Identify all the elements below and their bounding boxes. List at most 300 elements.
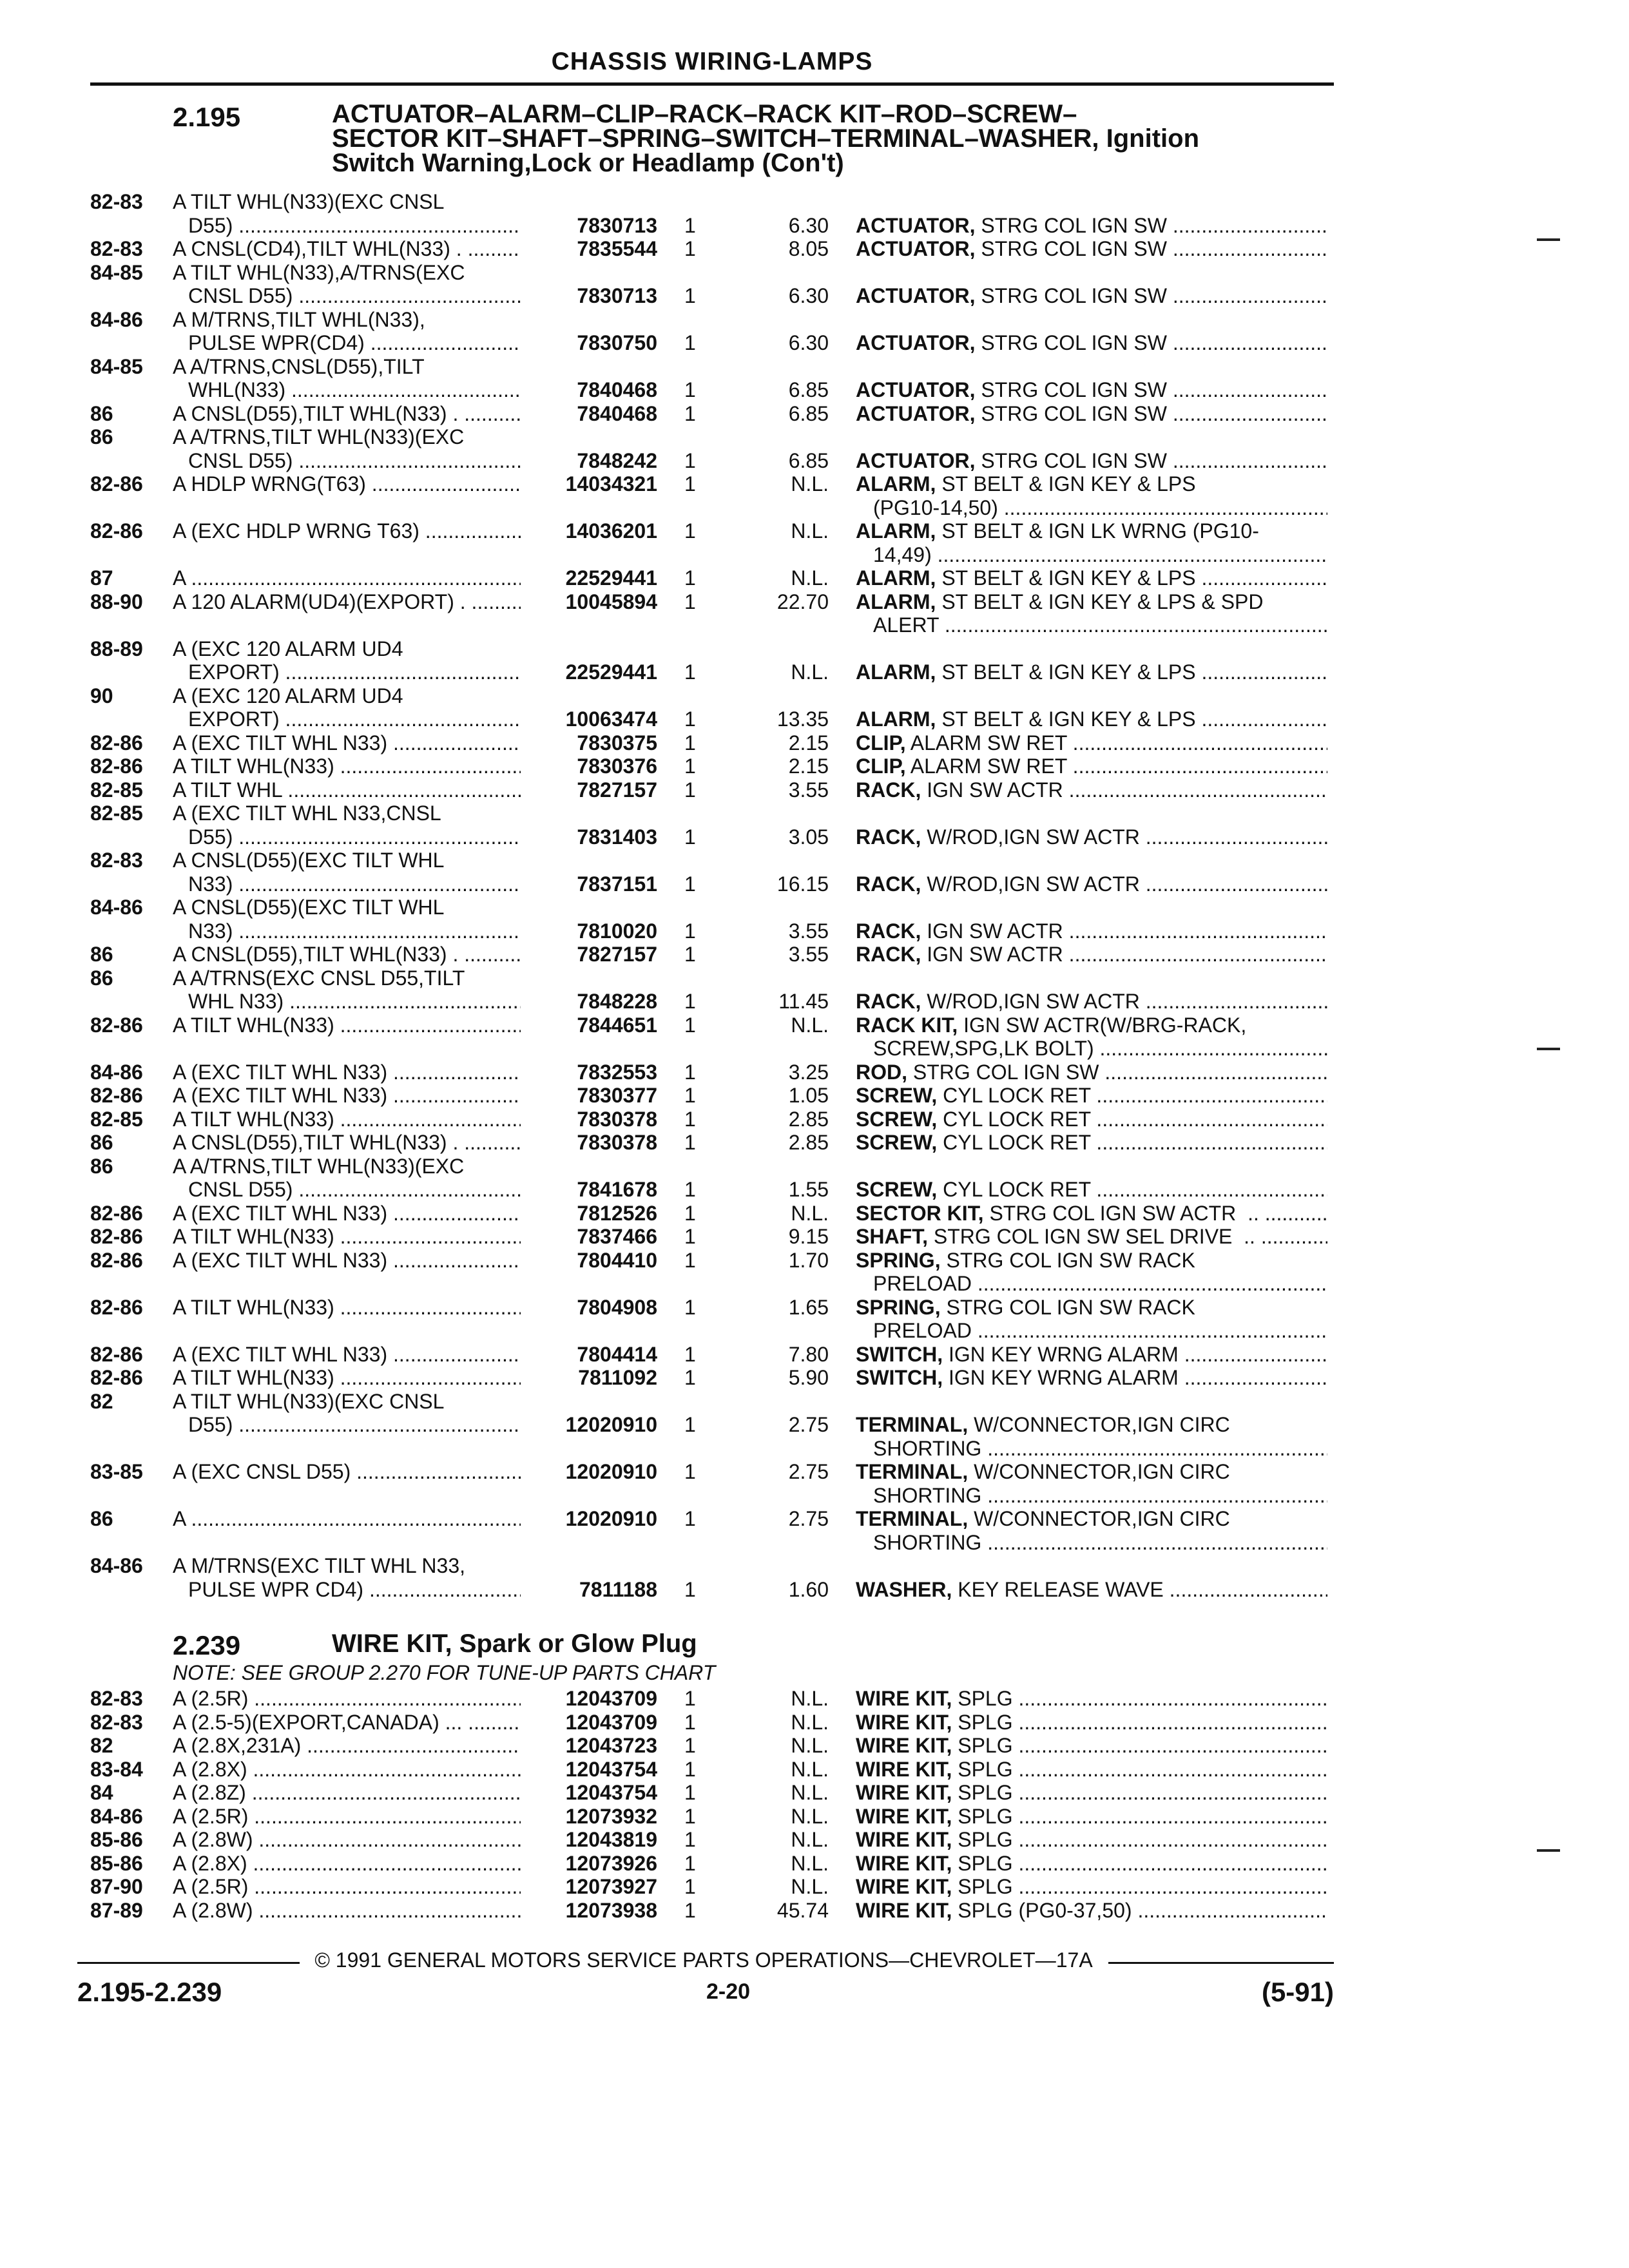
part-name <box>856 990 1327 1014</box>
section-title-line-3: Switch Warning,Lock or Headlamp (Con't) <box>332 149 844 177</box>
quantity: 1 <box>684 1295 696 1319</box>
part-name-continued: SHORTING ..... <box>873 1484 1327 1508</box>
part-number: 12020910 <box>565 1413 657 1436</box>
price: N.L. <box>791 1710 829 1734</box>
part-name-detail: ST BELT & IGN LK WRNG (PG10- <box>941 519 1259 543</box>
table-row <box>0 566 1629 590</box>
table-row <box>0 731 1629 755</box>
table-row-continued <box>0 1413 1629 1437</box>
part-name-detail: ST BELT & IGN KEY & LPS & SPD <box>941 590 1264 613</box>
application-description: A (EXC TILT WHL N33) ..... <box>173 1061 521 1084</box>
part-name-detail: ALARM SW RET <box>910 754 1067 778</box>
application-description: A TILT WHL(N33)(EXC CNSL <box>173 1389 445 1413</box>
table-row-continued <box>0 707 1629 731</box>
part-name-continued: ALERT ..... <box>873 613 1327 637</box>
part-name-detail: W/CONNECTOR,IGN CIRC <box>974 1460 1230 1483</box>
part-number: 7804414 <box>577 1342 657 1366</box>
model-year: 87 <box>90 566 113 590</box>
part-name-detail: CYL LOCK RET <box>943 1107 1091 1131</box>
model-year: 82-85 <box>90 778 143 802</box>
table-row-continued <box>0 825 1629 849</box>
application-description: A TILT WHL(N33) ..... <box>173 1366 521 1390</box>
table-row <box>0 1734 1629 1758</box>
quantity: 1 <box>684 1201 696 1225</box>
part-name <box>856 1734 1327 1758</box>
table-row <box>0 1554 1629 1578</box>
table-row <box>0 1828 1629 1852</box>
part-number: 7804908 <box>577 1295 657 1319</box>
model-year: 86 <box>90 1507 113 1530</box>
section-title-2 <box>332 1631 697 1656</box>
table-row <box>0 1131 1629 1155</box>
model-year: 86 <box>90 966 113 990</box>
part-number: 7841678 <box>577 1178 657 1201</box>
price: N.L. <box>791 1828 829 1851</box>
quantity: 1 <box>684 1460 696 1483</box>
part-number: 7837151 <box>577 872 657 896</box>
application-description-continued: PULSE WPR(CD4) ..... <box>188 331 521 355</box>
model-year: 82-85 <box>90 802 143 825</box>
part-name <box>856 825 1327 849</box>
part-name <box>856 872 1327 896</box>
application-description: A (EXC TILT WHL N33) ..... <box>173 731 521 755</box>
model-year: 88-89 <box>90 637 143 660</box>
part-name-continued: SCREW,SPG,LK BOLT) ..... <box>873 1037 1327 1061</box>
part-name <box>856 754 1327 778</box>
table-row <box>0 1875 1629 1899</box>
application-description: A (2.8X) ..... <box>173 1758 521 1782</box>
part-name-noun: WASHER, <box>856 1577 952 1601</box>
application-description: A ..... <box>173 566 521 590</box>
part-number: 12073926 <box>565 1851 657 1875</box>
part-name <box>856 1202 1327 1225</box>
quantity: 1 <box>684 1178 696 1201</box>
part-number: 7830378 <box>577 1107 657 1131</box>
table-row <box>0 1507 1629 1531</box>
price: N.L. <box>791 1013 829 1037</box>
application-description: A (2.5R) ..... <box>173 1875 521 1899</box>
part-name <box>856 1507 1327 1531</box>
application-description: A A/TRNS(EXC CNSL D55,TILT <box>173 966 465 990</box>
application-description: A TILT WHL(N33) ..... <box>173 754 521 778</box>
application-description: A M/TRNS,TILT WHL(N33), <box>173 307 425 331</box>
part-name-noun: SHAFT, <box>856 1225 928 1248</box>
table-row-continued <box>0 1578 1629 1602</box>
part-name-detail: IGN SW ACTR(W/BRG-RACK, <box>963 1013 1247 1037</box>
table-row <box>0 1460 1629 1484</box>
footer-revision-date: (5-91) <box>1261 1977 1334 2007</box>
part-name-noun: ALARM, <box>856 566 936 590</box>
price: 6.30 <box>788 213 829 237</box>
part-name <box>856 919 1327 943</box>
model-year: 82 <box>90 1734 113 1757</box>
table-row <box>0 1805 1629 1829</box>
part-name <box>856 707 1327 731</box>
section-title-2-parts: WIRE KIT, <box>332 1629 452 1658</box>
part-name <box>856 590 1327 614</box>
quantity: 1 <box>684 1898 696 1922</box>
part-name <box>856 1875 1327 1899</box>
part-name-noun: SECTOR KIT, <box>856 1201 984 1225</box>
part-number: 7840468 <box>577 401 657 425</box>
part-name-detail: STRG COL IGN SW <box>912 1060 1099 1084</box>
application-description-continued: CNSL D55) ..... <box>188 449 521 473</box>
part-name-detail: CYL LOCK RET <box>943 1178 1091 1201</box>
table-row-name-continued <box>0 1484 1629 1508</box>
application-description: A A/TRNS,TILT WHL(N33)(EXC <box>173 425 465 448</box>
table-row-name-continued <box>0 543 1629 567</box>
part-name-noun: SWITCH, <box>856 1342 943 1366</box>
price: 22.70 <box>776 590 829 613</box>
application-description: A (2.5R) ..... <box>173 1687 521 1711</box>
quantity: 1 <box>684 284 696 307</box>
table-row <box>0 261 1629 285</box>
application-description-continued: D55) ..... <box>188 825 521 849</box>
price: N.L. <box>791 1201 829 1225</box>
part-name <box>856 1296 1327 1320</box>
application-description: A (2.5R) ..... <box>173 1805 521 1829</box>
part-number: 7848228 <box>577 990 657 1013</box>
part-number: 12043723 <box>565 1734 657 1757</box>
part-name-detail: ALARM SW RET <box>910 731 1067 754</box>
part-name <box>856 1852 1327 1876</box>
application-description: A CNSL(D55)(EXC TILT WHL <box>173 896 445 919</box>
part-name-noun: SPRING, <box>856 1295 941 1319</box>
part-number: 12073927 <box>565 1875 657 1898</box>
quantity: 1 <box>684 378 696 401</box>
table-row-name-continued <box>0 1037 1629 1061</box>
quantity: 1 <box>684 519 696 543</box>
part-name-noun: RACK, <box>856 943 921 966</box>
table-row-name-continued <box>0 613 1629 637</box>
part-number: 12020910 <box>565 1507 657 1530</box>
price: 1.05 <box>788 1084 829 1107</box>
quantity: 1 <box>684 1757 696 1781</box>
price: 6.85 <box>788 448 829 472</box>
part-name-detail: STRG COL IGN SW <box>981 331 1167 354</box>
table-row <box>0 1781 1629 1805</box>
part-number: 7830378 <box>577 1131 657 1154</box>
part-name-noun: RACK, <box>856 872 921 896</box>
footer-rule-right <box>1108 1962 1334 1964</box>
price: 45.74 <box>776 1898 829 1922</box>
footer-rule-left <box>77 1962 300 1964</box>
part-name <box>856 1249 1327 1273</box>
quantity: 1 <box>684 1248 696 1272</box>
table-row <box>0 1061 1629 1084</box>
table-row <box>0 355 1629 379</box>
quantity: 1 <box>684 566 696 590</box>
price: N.L. <box>791 1804 829 1828</box>
table-row-continued <box>0 284 1629 308</box>
price: 9.15 <box>788 1225 829 1248</box>
section-number-2: 2.239 <box>173 1630 241 1660</box>
margin-mark <box>1537 1048 1560 1050</box>
table-row <box>0 896 1629 919</box>
part-name-noun: SPRING, <box>856 1248 941 1272</box>
part-number: 10045894 <box>565 590 657 613</box>
model-year: 85-86 <box>90 1828 143 1851</box>
model-year: 82-85 <box>90 1107 143 1131</box>
table-row-name-continued <box>0 496 1629 520</box>
footer-page-number: 2-20 <box>706 1979 751 2004</box>
part-name <box>856 331 1327 355</box>
table-row <box>0 1155 1629 1178</box>
part-name-noun: ROD, <box>856 1060 907 1084</box>
part-name <box>856 566 1327 590</box>
application-description: A (EXC CNSL D55) ..... <box>173 1460 521 1484</box>
model-year: 84-86 <box>90 1804 143 1828</box>
quantity: 1 <box>684 1225 696 1248</box>
price: 6.85 <box>788 401 829 425</box>
part-name <box>856 1758 1327 1782</box>
application-description-continued: EXPORT) ..... <box>188 707 521 731</box>
part-name-detail: W/CONNECTOR,IGN CIRC <box>974 1413 1230 1436</box>
application-description: A (EXC TILT WHL N33) ..... <box>173 1249 521 1273</box>
part-number: 14034321 <box>565 472 657 495</box>
part-number: 12043709 <box>565 1687 657 1710</box>
quantity: 1 <box>684 1060 696 1084</box>
table-row-continued <box>0 872 1629 896</box>
price: 2.75 <box>788 1413 829 1436</box>
part-name-continued: PRELOAD ..... <box>873 1319 1327 1343</box>
part-name <box>856 1108 1327 1131</box>
model-year: 84-85 <box>90 260 143 284</box>
table-row-continued <box>0 990 1629 1014</box>
part-name-noun: TERMINAL, <box>856 1413 969 1436</box>
application-description: A (EXC TILT WHL N33) ..... <box>173 1202 521 1225</box>
table-row <box>0 802 1629 825</box>
application-description: A TILT WHL(N33) ..... <box>173 1014 521 1037</box>
part-number: 7844651 <box>577 1013 657 1037</box>
price: 2.15 <box>788 754 829 778</box>
price: N.L. <box>791 1851 829 1875</box>
part-name-noun: WIRE KIT, <box>856 1757 952 1781</box>
part-name-detail: W/ROD,IGN SW ACTR <box>927 872 1140 896</box>
part-number: 7827157 <box>577 943 657 966</box>
part-number: 12043754 <box>565 1781 657 1804</box>
application-description: A (EXC TILT WHL N33,CNSL <box>173 802 441 825</box>
model-year: 82-83 <box>90 849 143 872</box>
part-name <box>856 1899 1327 1923</box>
part-name-noun: ALARM, <box>856 707 936 731</box>
part-name <box>856 284 1327 308</box>
part-number: 12043754 <box>565 1757 657 1781</box>
model-year: 82-86 <box>90 1201 143 1225</box>
part-name <box>856 378 1327 402</box>
part-name <box>856 1413 1327 1437</box>
quantity: 1 <box>684 1084 696 1107</box>
part-name-noun: TERMINAL, <box>856 1460 969 1483</box>
price: 1.65 <box>788 1295 829 1319</box>
model-year: 86 <box>90 425 113 448</box>
part-name-detail: STRG COL IGN SW RACK <box>946 1295 1195 1319</box>
table-row <box>0 190 1629 214</box>
part-name <box>856 1343 1327 1367</box>
model-year: 82-86 <box>90 472 143 495</box>
part-number: 7840468 <box>577 378 657 401</box>
price: 3.55 <box>788 919 829 943</box>
application-description-continued: N33) ..... <box>188 919 521 943</box>
part-name-detail: STRG COL IGN SW <box>981 448 1167 472</box>
quantity: 1 <box>684 778 696 802</box>
part-number: 7848242 <box>577 448 657 472</box>
table-row <box>0 684 1629 708</box>
part-name-detail: STRG COL IGN SW <box>981 237 1167 260</box>
model-year: 87-90 <box>90 1875 143 1898</box>
part-name-detail: SPLG <box>958 1804 1013 1828</box>
quantity: 1 <box>684 1342 696 1366</box>
part-name-noun: WIRE KIT, <box>856 1687 952 1710</box>
part-name <box>856 449 1327 473</box>
application-description: A (EXC 120 ALARM UD4 <box>173 637 403 660</box>
quantity: 1 <box>684 590 696 613</box>
table-row <box>0 1084 1629 1108</box>
application-description: A TILT WHL ..... <box>173 778 521 802</box>
model-year: 82-86 <box>90 1013 143 1037</box>
table-row <box>0 1343 1629 1367</box>
part-name-detail: IGN KEY WRNG ALARM <box>948 1366 1179 1389</box>
part-name-noun: RACK, <box>856 990 921 1013</box>
model-year: 86 <box>90 401 113 425</box>
section-title-line-1: ACTUATOR–ALARM–CLIP–RACK–RACK KIT–ROD–SCREW– <box>332 100 1077 128</box>
price: 3.55 <box>788 943 829 966</box>
part-number: 7830713 <box>577 284 657 307</box>
part-number: 7830376 <box>577 754 657 778</box>
part-name-detail: ST BELT & IGN KEY & LPS <box>941 566 1196 590</box>
part-name-detail: SPLG (PG0-37,50) <box>958 1898 1132 1922</box>
price: 2.85 <box>788 1131 829 1154</box>
part-name-detail: ST BELT & IGN KEY & LPS <box>941 472 1196 495</box>
application-description-continued: WHL N33) ..... <box>188 990 521 1014</box>
part-name-detail: STRG COL IGN SW ACTR .. <box>989 1201 1259 1225</box>
application-description: A (2.8W) ..... <box>173 1828 521 1852</box>
margin-mark <box>1537 1849 1560 1852</box>
part-number: 7812526 <box>577 1201 657 1225</box>
application-description: A ..... <box>173 1507 521 1531</box>
price: 3.25 <box>788 1060 829 1084</box>
part-name-noun: ACTUATOR, <box>856 378 976 401</box>
table-row <box>0 519 1629 543</box>
part-name <box>856 402 1327 426</box>
price: N.L. <box>791 472 829 495</box>
part-name-detail: STRG COL IGN SW RACK <box>946 1248 1195 1272</box>
part-name <box>856 237 1327 261</box>
part-name <box>856 660 1327 684</box>
model-year: 83-84 <box>90 1757 143 1781</box>
model-year: 82-86 <box>90 1366 143 1389</box>
price: 1.60 <box>788 1577 829 1601</box>
application-description: A CNSL(D55),TILT WHL(N33) . ..... <box>173 1131 521 1155</box>
part-name <box>856 1061 1327 1084</box>
part-number: 7811092 <box>578 1366 657 1389</box>
part-name <box>856 1225 1327 1249</box>
quantity: 1 <box>684 1131 696 1154</box>
application-description: A 120 ALARM(UD4)(EXPORT) . ..... <box>173 590 521 614</box>
model-year: 87-89 <box>90 1898 143 1922</box>
model-year: 84-86 <box>90 1060 143 1084</box>
part-name <box>856 1687 1327 1711</box>
part-number: 7830375 <box>577 731 657 754</box>
part-name <box>856 1460 1327 1484</box>
model-year: 84-86 <box>90 1554 143 1577</box>
part-number: 7810020 <box>577 919 657 943</box>
model-year: 86 <box>90 1154 113 1178</box>
table-row <box>0 1390 1629 1414</box>
part-name-noun: RACK KIT, <box>856 1013 958 1037</box>
part-name-detail: W/ROD,IGN SW ACTR <box>927 990 1140 1013</box>
table-row-continued <box>0 214 1629 238</box>
quantity: 1 <box>684 1577 696 1601</box>
application-description: A (EXC TILT WHL N33) ..... <box>173 1343 521 1367</box>
application-description: A TILT WHL(N33) ..... <box>173 1108 521 1131</box>
model-year: 84-86 <box>90 307 143 331</box>
price: 5.90 <box>788 1366 829 1389</box>
part-name-noun: ALARM, <box>856 519 936 543</box>
application-description-continued: PULSE WPR CD4) ..... <box>188 1578 521 1602</box>
application-description-continued: WHL(N33) ..... <box>188 378 521 402</box>
part-name-noun: WIRE KIT, <box>856 1898 952 1922</box>
application-description: A (2.8Z) ..... <box>173 1781 521 1805</box>
table-row <box>0 849 1629 872</box>
part-number: 22529441 <box>565 660 657 684</box>
section-title-line-2 <box>332 126 1199 151</box>
application-description: A CNSL(D55),TILT WHL(N33) . ..... <box>173 402 521 426</box>
application-description: A (EXC HDLP WRNG T63) ..... <box>173 519 521 543</box>
table-row <box>0 943 1629 966</box>
part-name-continued: (PG10-14,50) ..... <box>873 496 1327 520</box>
price: 6.30 <box>788 331 829 354</box>
part-name-detail: SPLG <box>958 1828 1013 1851</box>
model-year: 82-86 <box>90 1342 143 1366</box>
part-name-noun: WIRE KIT, <box>856 1734 952 1757</box>
part-name-detail: KEY RELEASE WAVE <box>958 1577 1164 1601</box>
quantity: 1 <box>684 731 696 754</box>
table-row-continued <box>0 1178 1629 1202</box>
table-row <box>0 1249 1629 1273</box>
table-row <box>0 754 1629 778</box>
part-name-detail: SPLG <box>958 1781 1013 1804</box>
part-name-continued: SHORTING ..... <box>873 1531 1327 1555</box>
part-name-detail: IGN SW ACTR <box>927 919 1063 943</box>
model-year: 82-86 <box>90 731 143 754</box>
part-name-noun: RACK, <box>856 919 921 943</box>
price: N.L. <box>791 1875 829 1898</box>
price: N.L. <box>791 566 829 590</box>
application-description: A (2.8X,231A) ..... <box>173 1734 521 1758</box>
quantity: 1 <box>684 754 696 778</box>
model-year: 84-85 <box>90 354 143 378</box>
table-row <box>0 237 1629 261</box>
part-name-noun: SCREW, <box>856 1178 938 1201</box>
model-year: 84-86 <box>90 896 143 919</box>
application-description: A TILT WHL(N33),A/TRNS(EXC <box>173 260 465 284</box>
part-name-detail: ST BELT & IGN KEY & LPS <box>941 707 1196 731</box>
part-name-detail: SPLG <box>958 1734 1013 1757</box>
table-row <box>0 966 1629 990</box>
part-name-detail: SPLG <box>958 1851 1013 1875</box>
page-header-title: CHASSIS WIRING-LAMPS <box>551 48 873 75</box>
model-year: 82-83 <box>90 190 143 213</box>
application-description-continued: N33) ..... <box>188 872 521 896</box>
model-year: 83-85 <box>90 1460 143 1483</box>
part-name <box>856 731 1327 755</box>
application-description: A A/TRNS,TILT WHL(N33)(EXC <box>173 1154 465 1178</box>
table-row-continued <box>0 660 1629 684</box>
table-row-continued <box>0 449 1629 473</box>
price: 6.30 <box>788 284 829 307</box>
part-name <box>856 519 1327 543</box>
